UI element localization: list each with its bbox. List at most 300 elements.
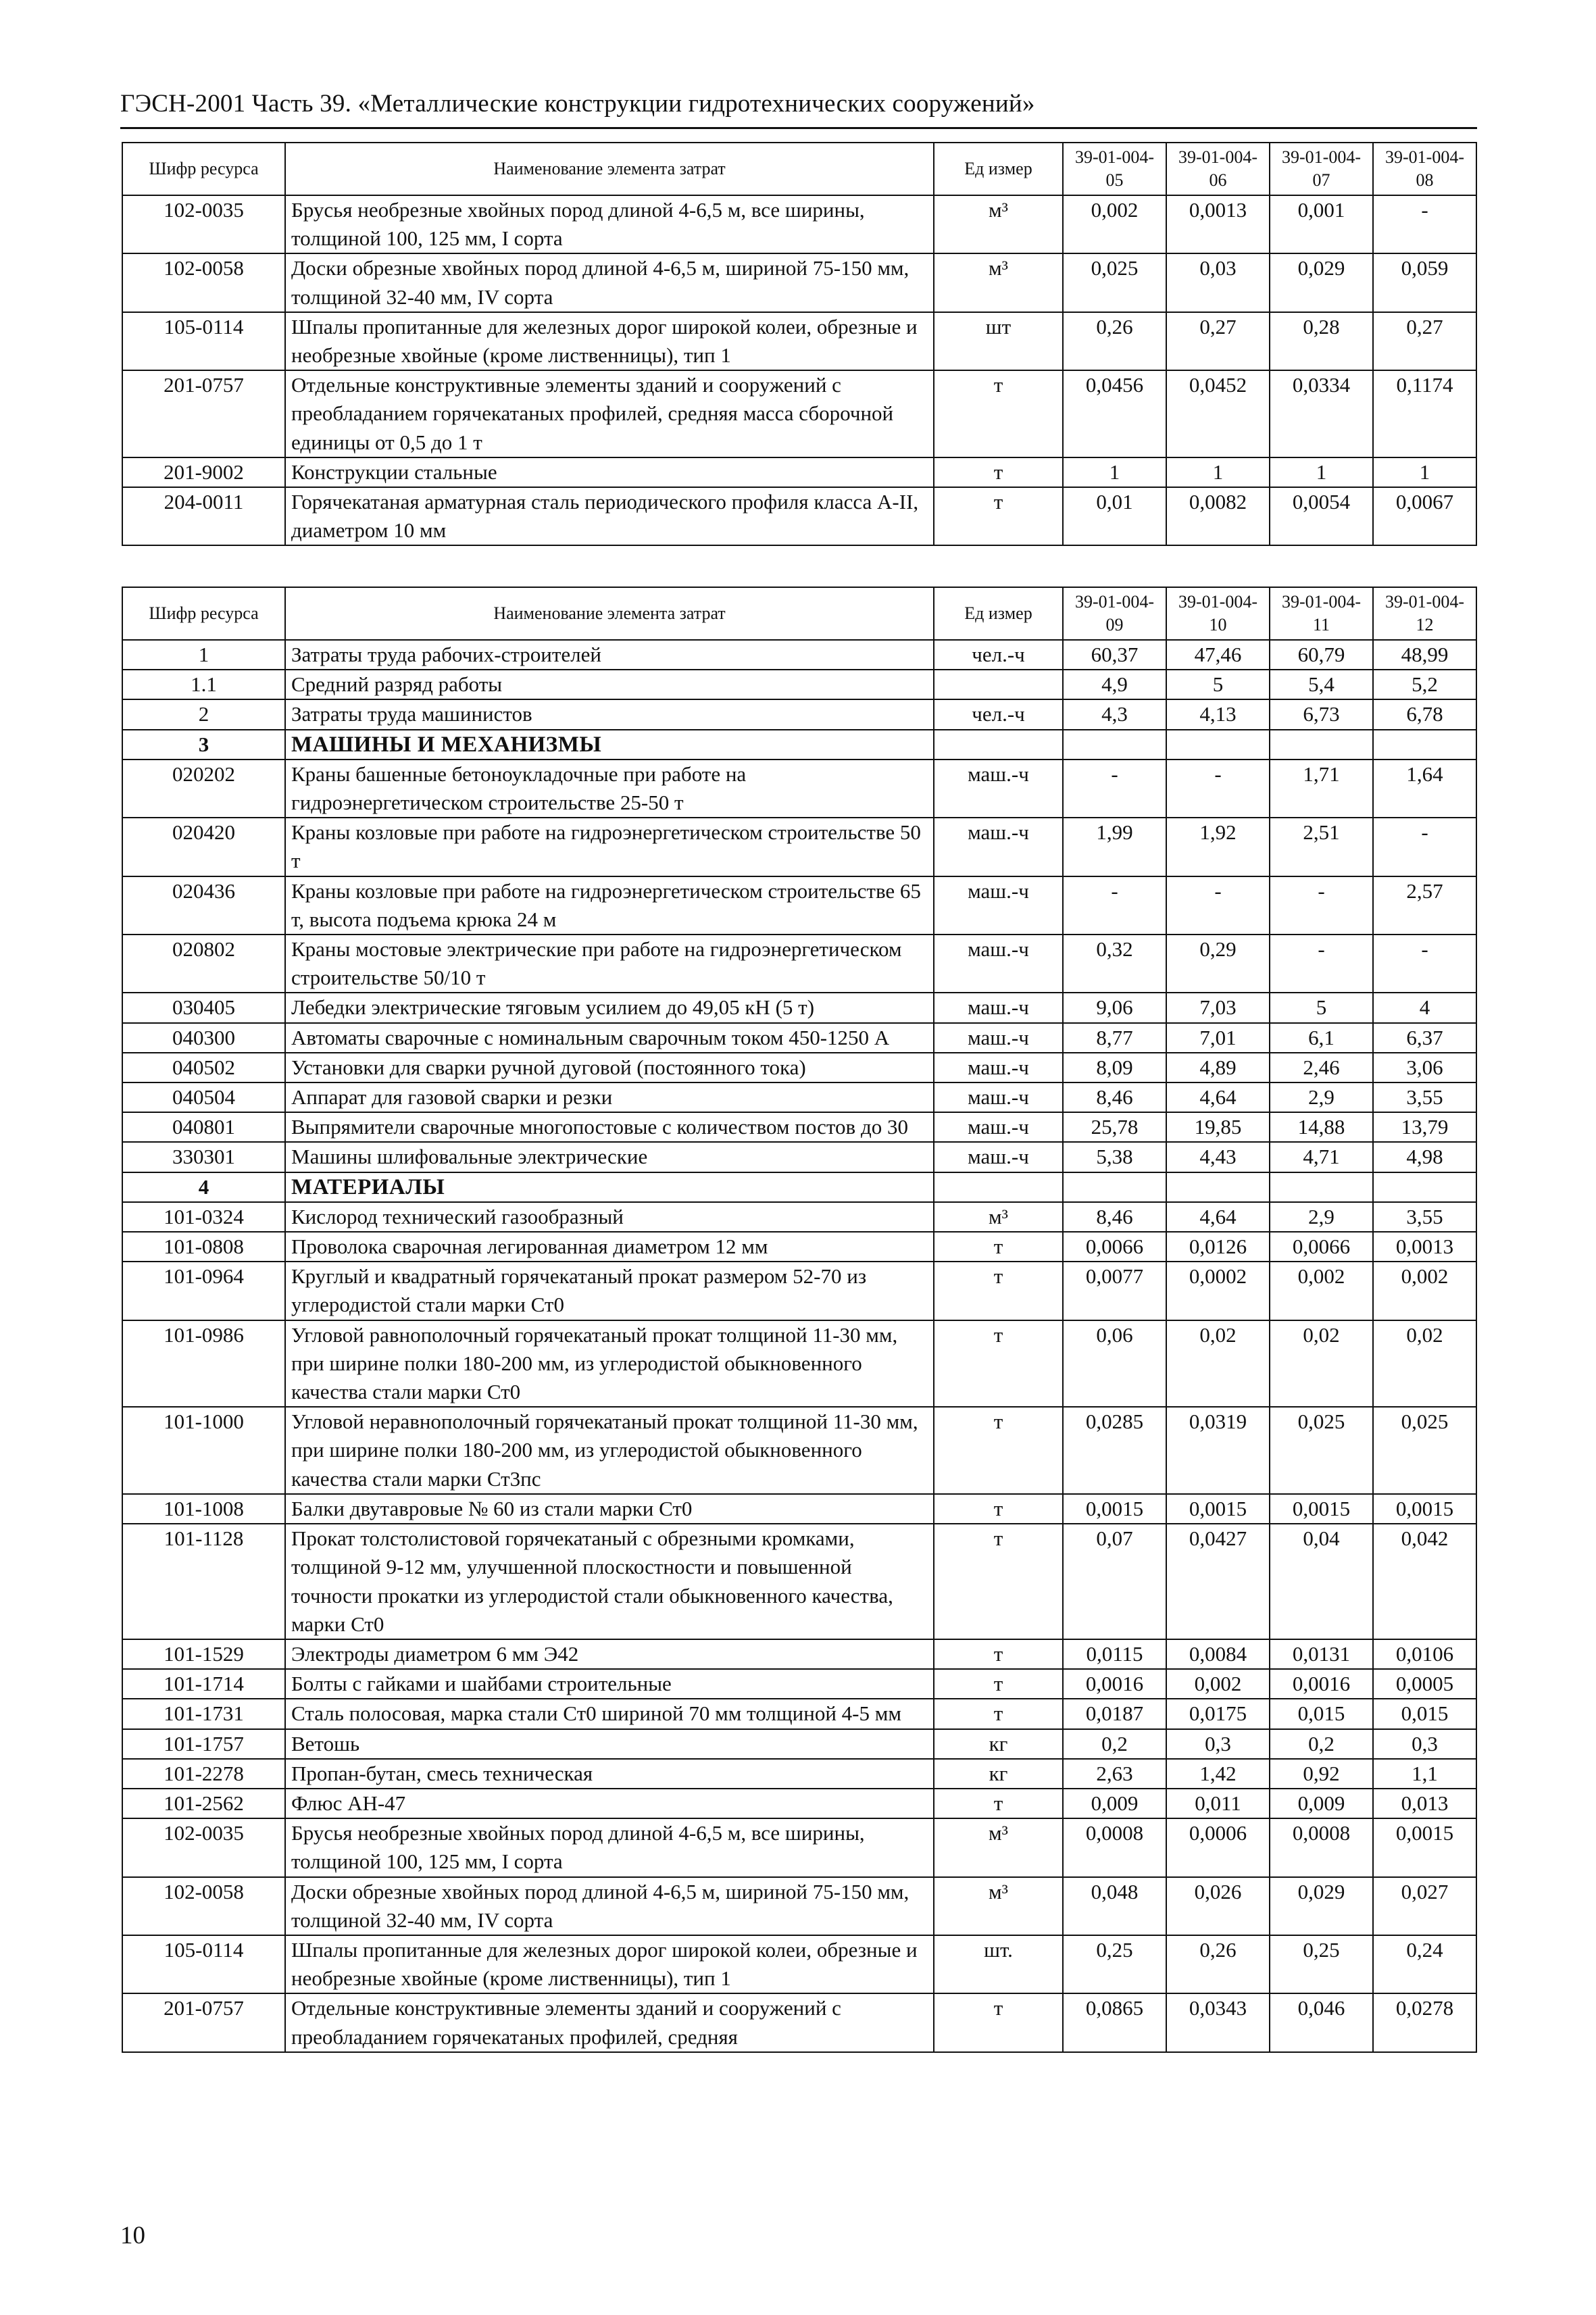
resource-name-cell: Аппарат для газовой сварки и резки [285, 1082, 934, 1112]
unit-cell: маш.-ч [934, 876, 1063, 935]
value-cell: 0,0456 [1063, 370, 1166, 457]
value-cell: 1,42 [1166, 1759, 1270, 1789]
value-cell: 0,24 [1373, 1935, 1476, 1993]
value-cell: 0,0452 [1166, 370, 1270, 457]
value-cell [1270, 1172, 1373, 1202]
resource-name-cell: Установки для сварки ручной дуговой (постоянного тока) [285, 1053, 934, 1082]
unit-cell: м³ [934, 1818, 1063, 1876]
value-cell [1063, 730, 1166, 760]
table-row [122, 1699, 1476, 1728]
value-cell: 4,3 [1063, 699, 1166, 729]
value-cell: 0,06 [1063, 1320, 1166, 1408]
value-cell: - [1166, 760, 1270, 818]
value-cell: - [1373, 195, 1476, 253]
resource-name-cell: Отдельные конструктивные элементы зданий и сооружений с преобладанием горячекатаных профилей, средняя масса сборочной единицы от 0,5 до 1 т [285, 370, 934, 457]
value-cell: 5 [1270, 993, 1373, 1022]
table-row [122, 935, 1476, 993]
resource-code-cell: 101-1731 [122, 1699, 285, 1728]
value-cell: 60,37 [1063, 640, 1166, 670]
value-cell: 5 [1166, 670, 1270, 699]
resource-code-cell: 1 [122, 640, 285, 670]
column-header: 39-01-004-07 [1270, 143, 1373, 195]
unit-cell: чел.-ч [934, 640, 1063, 670]
column-header: 39-01-004-11 [1270, 587, 1373, 640]
unit-cell: т [934, 1699, 1063, 1728]
value-cell: 0,2 [1270, 1729, 1373, 1759]
value-cell: - [1063, 760, 1166, 818]
value-cell: 1 [1373, 457, 1476, 487]
resource-code-cell: 102-0058 [122, 1877, 285, 1935]
table-row [122, 760, 1476, 818]
unit-cell: маш.-ч [934, 818, 1063, 876]
resource-code-cell: 101-1714 [122, 1669, 285, 1699]
unit-cell: м³ [934, 1877, 1063, 1935]
value-cell: 0,002 [1270, 1262, 1373, 1320]
resource-name-cell: Болты с гайками и шайбами строительные [285, 1669, 934, 1699]
value-cell: 13,79 [1373, 1112, 1476, 1142]
value-cell: 0,32 [1063, 935, 1166, 993]
value-cell: 0,02 [1270, 1320, 1373, 1408]
resource-name-cell: Кислород технический газообразный [285, 1202, 934, 1232]
section-row [122, 1172, 1476, 1202]
value-cell: 0,0015 [1166, 1494, 1270, 1524]
resource-code-cell: 204-0011 [122, 487, 285, 545]
resource-code-cell: 1.1 [122, 670, 285, 699]
value-cell: 0,0002 [1166, 1262, 1270, 1320]
value-cell: 6,1 [1270, 1023, 1373, 1053]
unit-cell: т [934, 1407, 1063, 1494]
resource-code-cell: 020436 [122, 876, 285, 935]
table-row [122, 993, 1476, 1022]
resource-name-cell: Краны козловые при работе на гидроэнергетическом строительстве 50 т [285, 818, 934, 876]
value-cell: 0,002 [1373, 1262, 1476, 1320]
value-cell: 0,029 [1270, 253, 1373, 312]
unit-cell: т [934, 1993, 1063, 2051]
table-row [122, 1082, 1476, 1112]
unit-cell: м³ [934, 1202, 1063, 1232]
unit-cell: т [934, 1524, 1063, 1639]
resource-name-cell: Брусья необрезные хвойных пород длиной 4-6,5 м, все ширины, толщиной 100, 125 мм, I сорта [285, 195, 934, 253]
unit-cell: маш.-ч [934, 1112, 1063, 1142]
resource-code-cell: 201-0757 [122, 370, 285, 457]
resource-name-cell: Краны башенные бетоноукладочные при работе на гидроэнергетическом строительстве 25-50 т [285, 760, 934, 818]
value-cell: 8,46 [1063, 1082, 1166, 1112]
resource-code-cell: 3 [122, 730, 285, 760]
table-row [122, 253, 1476, 312]
value-cell: 0,002 [1166, 1669, 1270, 1699]
resource-name-cell: Шпалы пропитанные для железных дорог широкой колеи, обрезные и необрезные хвойные (кроме лиственницы), тип 1 [285, 312, 934, 370]
value-cell: 8,46 [1063, 1202, 1166, 1232]
table-row [122, 457, 1476, 487]
value-cell [1166, 730, 1270, 760]
column-header: Наименование элемента затрат [285, 143, 934, 195]
resource-code-cell: 102-0058 [122, 253, 285, 312]
column-header: 39-01-004-05 [1063, 143, 1166, 195]
value-cell [1373, 730, 1476, 760]
value-cell: 0,0285 [1063, 1407, 1166, 1494]
resource-name-cell: Краны козловые при работе на гидроэнергетическом строительстве 65 т, высота подъема крюка 24 м [285, 876, 934, 935]
resource-code-cell: 101-1757 [122, 1729, 285, 1759]
value-cell: 0,015 [1373, 1699, 1476, 1728]
value-cell: 0,001 [1270, 195, 1373, 253]
table-row [122, 1669, 1476, 1699]
unit-cell: шт. [934, 1935, 1063, 1993]
value-cell: - [1270, 935, 1373, 993]
value-cell: 0,0015 [1270, 1494, 1373, 1524]
value-cell: 0,92 [1270, 1759, 1373, 1789]
value-cell: 0,01 [1063, 487, 1166, 545]
table-row [122, 1232, 1476, 1262]
unit-cell: т [934, 457, 1063, 487]
resource-name-cell: Брусья необрезные хвойных пород длиной 4-6,5 м, все ширины, толщиной 100, 125 мм, I сорта [285, 1818, 934, 1876]
resource-name-cell: Затраты труда рабочих-строителей [285, 640, 934, 670]
unit-cell: чел.-ч [934, 699, 1063, 729]
value-cell: 0,27 [1373, 312, 1476, 370]
value-cell: 8,09 [1063, 1053, 1166, 1082]
value-cell: 0,0082 [1166, 487, 1270, 545]
value-cell: 2,63 [1063, 1759, 1166, 1789]
value-cell: 0,0106 [1373, 1639, 1476, 1669]
value-cell: 0,27 [1166, 312, 1270, 370]
value-cell: 0,0006 [1166, 1818, 1270, 1876]
value-cell: 0,0084 [1166, 1639, 1270, 1669]
value-cell: 2,9 [1270, 1082, 1373, 1112]
resource-code-cell: 040504 [122, 1082, 285, 1112]
resource-name-cell: Горячекатаная арматурная сталь периодического профиля класса А-II, диаметром 10 мм [285, 487, 934, 545]
resource-code-cell: 030405 [122, 993, 285, 1022]
column-header: Наименование элемента затрат [285, 587, 934, 640]
value-cell: - [1063, 876, 1166, 935]
resource-code-cell: 105-0114 [122, 1935, 285, 1993]
resource-code-cell: 040300 [122, 1023, 285, 1053]
value-cell: 0,28 [1270, 312, 1373, 370]
resource-name-cell: Автоматы сварочные с номинальным сварочным током 450-1250 А [285, 1023, 934, 1053]
value-cell: 47,46 [1166, 640, 1270, 670]
resource-table-1 [122, 142, 1477, 546]
value-cell: 0,0067 [1373, 487, 1476, 545]
value-cell: 6,73 [1270, 699, 1373, 729]
value-cell: 1,64 [1373, 760, 1476, 818]
value-cell: 0,026 [1166, 1877, 1270, 1935]
value-cell: 0,02 [1166, 1320, 1270, 1408]
value-cell: 7,03 [1166, 993, 1270, 1022]
value-cell: 0,025 [1373, 1407, 1476, 1494]
value-cell: 4,43 [1166, 1142, 1270, 1172]
value-cell: 0,26 [1063, 312, 1166, 370]
value-cell: 4,9 [1063, 670, 1166, 699]
value-cell: 0,0013 [1373, 1232, 1476, 1262]
page-header: ГЭСН-2001 Часть 39. «Металлические конструкции гидротехнических сооружений» [120, 90, 1035, 118]
value-cell: 0,0187 [1063, 1699, 1166, 1728]
unit-cell: маш.-ч [934, 760, 1063, 818]
column-header: Ед измер [934, 587, 1063, 640]
resource-name-cell: Доски обрезные хвойных пород длиной 4-6,5 м, шириной 75-150 мм, толщиной 32-40 мм, IV сорта [285, 253, 934, 312]
table-row [122, 1729, 1476, 1759]
table-header-row [122, 143, 1476, 195]
value-cell: - [1373, 818, 1476, 876]
resource-table-2 [122, 587, 1477, 2053]
resource-name-cell: Флюс АН-47 [285, 1789, 934, 1818]
value-cell: 0,0175 [1166, 1699, 1270, 1728]
resource-name-cell: Лебедки электрические тяговым усилием до 49,05 кН (5 т) [285, 993, 934, 1022]
value-cell: 0,025 [1270, 1407, 1373, 1494]
value-cell: 4,13 [1166, 699, 1270, 729]
value-cell: 8,77 [1063, 1023, 1166, 1053]
unit-cell: т [934, 1789, 1063, 1818]
table-row [122, 1639, 1476, 1669]
value-cell [1270, 730, 1373, 760]
value-cell: 4,98 [1373, 1142, 1476, 1172]
value-cell: - [1166, 876, 1270, 935]
resource-code-cell: 101-0986 [122, 1320, 285, 1408]
value-cell: 0,0016 [1063, 1669, 1166, 1699]
unit-cell: маш.-ч [934, 1082, 1063, 1112]
value-cell: 3,55 [1373, 1082, 1476, 1112]
unit-cell [934, 1172, 1063, 1202]
value-cell: 0,009 [1270, 1789, 1373, 1818]
resource-name-cell: Электроды диаметром 6 мм Э42 [285, 1639, 934, 1669]
value-cell: 0,0131 [1270, 1639, 1373, 1669]
value-cell: 2,46 [1270, 1053, 1373, 1082]
value-cell: 0,0066 [1270, 1232, 1373, 1262]
table-row [122, 1877, 1476, 1935]
value-cell: 5,4 [1270, 670, 1373, 699]
value-cell: 0,048 [1063, 1877, 1166, 1935]
value-cell: 0,046 [1270, 1993, 1373, 2051]
value-cell: 7,01 [1166, 1023, 1270, 1053]
table-row [122, 876, 1476, 935]
value-cell: 25,78 [1063, 1112, 1166, 1142]
value-cell: 1,1 [1373, 1759, 1476, 1789]
value-cell: 19,85 [1166, 1112, 1270, 1142]
value-cell: 4,89 [1166, 1053, 1270, 1082]
unit-cell: кг [934, 1759, 1063, 1789]
value-cell: 0,3 [1166, 1729, 1270, 1759]
resource-name-cell: Угловой равнополочный горячекатаный прокат толщиной 11-30 мм, при ширине полки 180-200 мм, из углеродистой обыкновенного качества стали марки Ст0 [285, 1320, 934, 1408]
value-cell: 6,37 [1373, 1023, 1476, 1053]
table-row [122, 312, 1476, 370]
value-cell: 0,027 [1373, 1877, 1476, 1935]
value-cell: 1,71 [1270, 760, 1373, 818]
value-cell [1063, 1172, 1166, 1202]
unit-cell: маш.-ч [934, 1053, 1063, 1082]
resource-code-cell: 102-0035 [122, 1818, 285, 1876]
header-rule [120, 127, 1477, 129]
resource-code-cell: 020420 [122, 818, 285, 876]
resource-code-cell: 330301 [122, 1142, 285, 1172]
value-cell: 1,92 [1166, 818, 1270, 876]
value-cell: 1 [1063, 457, 1166, 487]
value-cell: 0,011 [1166, 1789, 1270, 1818]
value-cell: 4,71 [1270, 1142, 1373, 1172]
value-cell: 2,57 [1373, 876, 1476, 935]
column-header: Шифр ресурса [122, 143, 285, 195]
unit-cell: маш.-ч [934, 1142, 1063, 1172]
value-cell: 0,1174 [1373, 370, 1476, 457]
table-row [122, 1320, 1476, 1408]
value-cell: 0,26 [1166, 1935, 1270, 1993]
resource-name-cell: Балки двутавровые № 60 из стали марки Ст0 [285, 1494, 934, 1524]
unit-cell: т [934, 1320, 1063, 1408]
unit-cell [934, 670, 1063, 699]
unit-cell: т [934, 1262, 1063, 1320]
table-row [122, 1789, 1476, 1818]
column-header: 39-01-004-10 [1166, 587, 1270, 640]
resource-name-cell: Ветошь [285, 1729, 934, 1759]
resource-code-cell: 2 [122, 699, 285, 729]
resource-name-cell: Сталь полосовая, марка стали Ст0 шириной 70 мм толщиной 4-5 мм [285, 1699, 934, 1728]
resource-code-cell: 040502 [122, 1053, 285, 1082]
value-cell: 6,78 [1373, 699, 1476, 729]
value-cell: 0,07 [1063, 1524, 1166, 1639]
unit-cell: м³ [934, 253, 1063, 312]
value-cell: 5,2 [1373, 670, 1476, 699]
table-row [122, 699, 1476, 729]
resource-code-cell: 020802 [122, 935, 285, 993]
value-cell: 0,0015 [1373, 1494, 1476, 1524]
table-row [122, 370, 1476, 457]
resource-code-cell: 105-0114 [122, 312, 285, 370]
value-cell: 0,0016 [1270, 1669, 1373, 1699]
value-cell: 0,0008 [1063, 1818, 1166, 1876]
value-cell: 0,2 [1063, 1729, 1166, 1759]
value-cell: 14,88 [1270, 1112, 1373, 1142]
value-cell: 0,02 [1373, 1320, 1476, 1408]
table-row [122, 1993, 1476, 2051]
value-cell: 0,009 [1063, 1789, 1166, 1818]
unit-cell: шт [934, 312, 1063, 370]
table-row [122, 670, 1476, 699]
resource-name-cell: Конструкции стальные [285, 457, 934, 487]
column-header: Шифр ресурса [122, 587, 285, 640]
resource-code-cell: 020202 [122, 760, 285, 818]
value-cell: 2,51 [1270, 818, 1373, 876]
unit-cell: т [934, 1639, 1063, 1669]
value-cell: 0,0115 [1063, 1639, 1166, 1669]
column-header: 39-01-004-09 [1063, 587, 1166, 640]
resource-name-cell: Шпалы пропитанные для железных дорог широкой колеи, обрезные и необрезные хвойные (кроме лиственницы), тип 1 [285, 1935, 934, 1993]
table-row [122, 1053, 1476, 1082]
unit-cell: т [934, 1232, 1063, 1262]
table-row [122, 195, 1476, 253]
unit-cell: маш.-ч [934, 993, 1063, 1022]
resource-name-cell: Доски обрезные хвойных пород длиной 4-6,5 м, шириной 75-150 мм, толщиной 32-40 мм, IV сорта [285, 1877, 934, 1935]
value-cell: 0,0334 [1270, 370, 1373, 457]
table-row [122, 1142, 1476, 1172]
resource-code-cell: 201-0757 [122, 1993, 285, 2051]
value-cell: 0,025 [1063, 253, 1166, 312]
value-cell: 0,0015 [1373, 1818, 1476, 1876]
table-row [122, 1935, 1476, 1993]
value-cell: 0,0319 [1166, 1407, 1270, 1494]
resource-name-cell: Прокат толстолистовой горячекатаный с обрезными кромками, толщиной 9-12 мм, улучшенной плоскостности и повышенной точности прокатки из углеродистой стали обыкновенного качества, марки Ст0 [285, 1524, 934, 1639]
value-cell: 0,0343 [1166, 1993, 1270, 2051]
value-cell [1166, 1172, 1270, 1202]
table-row [122, 1407, 1476, 1494]
value-cell: 0,0066 [1063, 1232, 1166, 1262]
table-header-row [122, 587, 1476, 640]
value-cell: 0,013 [1373, 1789, 1476, 1818]
resource-name-cell: Выпрямители сварочные многопостовые с количеством постов до 30 [285, 1112, 934, 1142]
value-cell: 0,0077 [1063, 1262, 1166, 1320]
resource-code-cell: 101-1000 [122, 1407, 285, 1494]
resource-name-cell: Отдельные конструктивные элементы зданий и сооружений с преобладанием горячекатаных профилей, средняя [285, 1993, 934, 2051]
value-cell: 2,9 [1270, 1202, 1373, 1232]
unit-cell [934, 730, 1063, 760]
table-row [122, 1524, 1476, 1639]
table-row [122, 818, 1476, 876]
resource-name-cell: Краны мостовые электрические при работе на гидроэнергетическом строительстве 50/10 т [285, 935, 934, 993]
table-row [122, 1202, 1476, 1232]
value-cell: 0,04 [1270, 1524, 1373, 1639]
value-cell: 1 [1270, 457, 1373, 487]
value-cell: - [1270, 876, 1373, 935]
resource-code-cell: 101-2278 [122, 1759, 285, 1789]
value-cell: - [1373, 935, 1476, 993]
resource-code-cell: 4 [122, 1172, 285, 1202]
resource-name-cell: Затраты труда машинистов [285, 699, 934, 729]
value-cell: 0,25 [1063, 1935, 1166, 1993]
resource-name-cell: Круглый и квадратный горячекатаный прокат размером 52-70 из углеродистой стали марки Ст0 [285, 1262, 934, 1320]
table-row [122, 1262, 1476, 1320]
value-cell: 4,64 [1166, 1082, 1270, 1112]
resource-name-cell: Угловой неравнополочный горячекатаный прокат толщиной 11-30 мм, при ширине полки 180-200 мм, из углеродистой обыкновенного качества стали марки Ст3пс [285, 1407, 934, 1494]
page-number: 10 [120, 2222, 145, 2249]
resource-code-cell: 101-1529 [122, 1639, 285, 1669]
value-cell: 0,0427 [1166, 1524, 1270, 1639]
resource-code-cell: 101-0324 [122, 1202, 285, 1232]
value-cell: 0,015 [1270, 1699, 1373, 1728]
value-cell [1373, 1172, 1476, 1202]
value-cell: 9,06 [1063, 993, 1166, 1022]
table-row [122, 1494, 1476, 1524]
section-title-cell: МАШИНЫ И МЕХАНИЗМЫ [285, 730, 934, 760]
resource-code-cell: 101-1008 [122, 1494, 285, 1524]
resource-code-cell: 040801 [122, 1112, 285, 1142]
column-header: 39-01-004-06 [1166, 143, 1270, 195]
value-cell: 0,002 [1063, 195, 1166, 253]
value-cell: 0,25 [1270, 1935, 1373, 1993]
resource-name-cell: Средний разряд работы [285, 670, 934, 699]
value-cell: 48,99 [1373, 640, 1476, 670]
resource-code-cell: 102-0035 [122, 195, 285, 253]
unit-cell: т [934, 370, 1063, 457]
unit-cell: т [934, 1669, 1063, 1699]
value-cell: 3,06 [1373, 1053, 1476, 1082]
value-cell: 0,0126 [1166, 1232, 1270, 1262]
resource-name-cell: Машины шлифовальные электрические [285, 1142, 934, 1172]
value-cell: 0,0008 [1270, 1818, 1373, 1876]
table-row [122, 1759, 1476, 1789]
section-row [122, 730, 1476, 760]
section-title-cell: МАТЕРИАЛЫ [285, 1172, 934, 1202]
value-cell: 0,0005 [1373, 1669, 1476, 1699]
value-cell: 0,059 [1373, 253, 1476, 312]
table-row [122, 1023, 1476, 1053]
table-row [122, 640, 1476, 670]
value-cell: 1 [1166, 457, 1270, 487]
value-cell: 0,042 [1373, 1524, 1476, 1639]
value-cell: 4 [1373, 993, 1476, 1022]
value-cell: 0,3 [1373, 1729, 1476, 1759]
column-header: Ед измер [934, 143, 1063, 195]
resource-code-cell: 201-9002 [122, 457, 285, 487]
resource-code-cell: 101-0964 [122, 1262, 285, 1320]
resource-code-cell: 101-2562 [122, 1789, 285, 1818]
resource-code-cell: 101-0808 [122, 1232, 285, 1262]
unit-cell: кг [934, 1729, 1063, 1759]
value-cell: 60,79 [1270, 640, 1373, 670]
